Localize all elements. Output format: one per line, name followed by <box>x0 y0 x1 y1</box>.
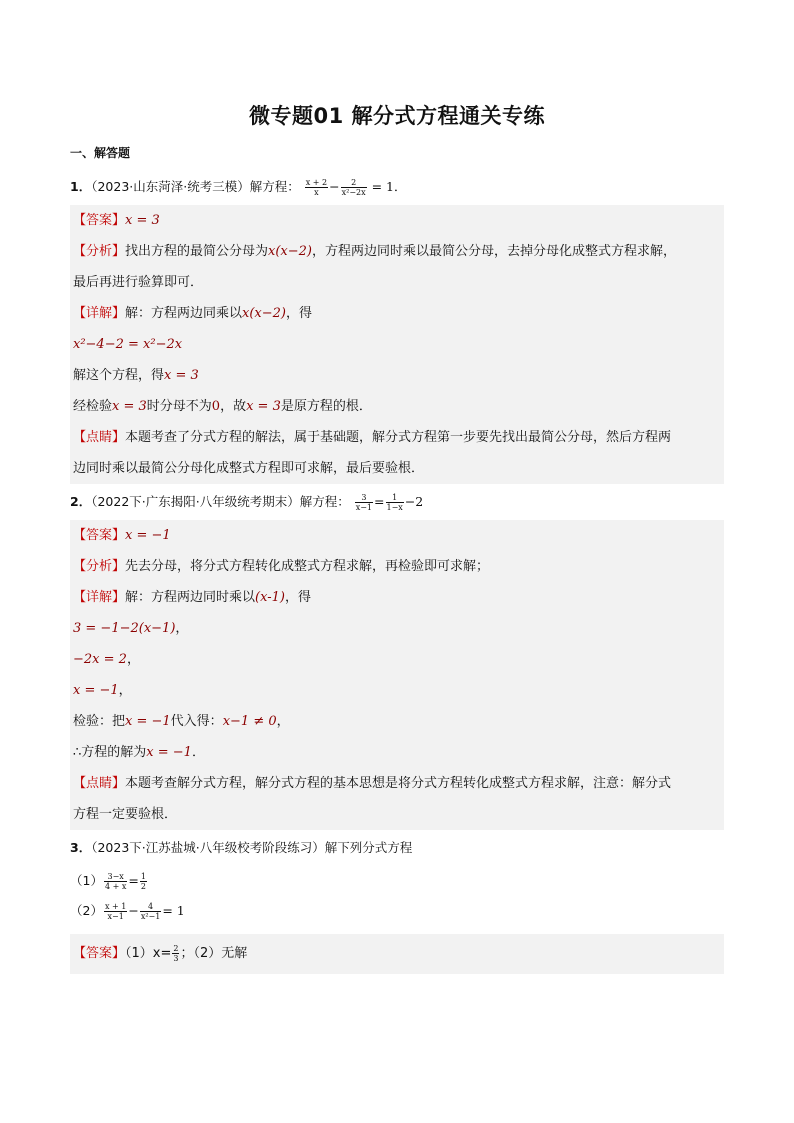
comment-row-cont: 边同时乘以最简公分母化成整式方程即可求解，最后要验根． <box>73 461 425 476</box>
fraction: $\frac{x + 2}{x}$ <box>305 178 328 197</box>
analysis-row-cont: 最后再进行验算即可． <box>73 275 204 290</box>
check-row: 检验：把x = −1代入得：x−1 ≠ 0， <box>73 714 290 729</box>
question-source: （2022下·广东揭阳·八年级统考期末）解方程： <box>91 494 350 509</box>
answer-row: 【答案】x = −1 <box>73 528 171 543</box>
question-source: （2023·山东菏泽·统考三模）解方程： <box>91 179 300 194</box>
fraction: $\frac{1}{1-x}$ <box>386 493 403 512</box>
fraction: $\frac{2}{3}$ <box>173 944 179 963</box>
step-row: 3 = −1−2(x−1)， <box>73 621 189 636</box>
question-number: 1 <box>70 179 79 194</box>
comment-row-cont: 方程一定要验根． <box>73 807 178 822</box>
fraction: $\frac{3-x}{4 + x}$ <box>104 872 127 891</box>
step-row: −2x = 2， <box>73 652 140 667</box>
step-row: x = −1， <box>73 683 132 698</box>
section-heading: 一、解答题 <box>70 146 131 160</box>
question-source: （2023下·江苏盐城·八年级校考阶段练习）解下列分式方程 <box>91 840 413 855</box>
step-row: 解这个方程，得x = 3 <box>73 368 199 383</box>
solution-box <box>70 934 724 974</box>
subquestion-1: （1） $\frac{3-x}{4 + x}$ = $\frac{1}{2}$ <box>70 872 146 891</box>
question-2: 2．（2022下·广东揭阳·八年级统考期末）解方程： $\frac{3}{x-1}$ = $\frac{1}{1-x}$ −2 <box>70 493 424 512</box>
solution-box <box>70 205 724 484</box>
document-page <box>70 100 724 974</box>
fraction: $\frac{3}{x-1}$ <box>355 493 373 512</box>
subquestion-2: （2） $\frac{x + 1}{x-1}$ − $\frac{4}{\text{x²−1}}$ = 1 <box>70 902 185 921</box>
page-title: 微专题01 解分式方程通关专练 <box>248 104 546 128</box>
fraction: $\frac{2}{\text{x²−2x}}$ <box>341 178 366 197</box>
step-row: x²−4−2 = x²−2x <box>73 337 183 352</box>
comment-row: 【点睛】本题考查了分式方程的解法，属于基础题，解分式方程第一步要先找出最简公分母，然后方程两 <box>73 430 672 445</box>
comment-row: 【点睛】本题考查解分式方程，解分式方程的基本思想是将分式方程转化成整式方程求解，注意：解分式 <box>73 776 672 791</box>
answer-row: 【答案】（1）x= $\frac{2}{3}$ ；（2）无解 <box>73 944 248 963</box>
fraction: $\frac{x + 1}{x-1}$ <box>104 902 127 921</box>
step-row: 经检验x = 3时分母不为0，故x = 3是原方程的根． <box>73 399 372 414</box>
question-3: 3．（2023下·江苏盐城·八年级校考阶段练习）解下列分式方程 <box>70 840 413 855</box>
conclusion-row: ∴方程的解为x = −1． <box>73 745 205 760</box>
answer-row: 【答案】x = 3 <box>73 213 160 228</box>
fraction: $\frac{1}{2}$ <box>140 872 146 891</box>
detail-row: 【详解】解：方程两边同时乘以(x-1)，得 <box>73 590 311 605</box>
analysis-row: 【分析】先去分母，将分式方程转化成整式方程求解，再检验即可求解； <box>73 559 490 574</box>
question-number: 3 <box>70 840 79 855</box>
analysis-row: 【分析】找出方程的最简公分母为x(x−2)，方程两边同时乘以最简公分母，去掉分母化成整式方程求解， <box>73 244 677 259</box>
fraction: $\frac{4}{\text{x²−1}}$ <box>140 902 161 921</box>
question-1: 1．（2023·山东菏泽·统考三模）解方程： $\frac{x + 2}{x}$ − $\frac{2}{\text{x²−2x}}$ = 1． <box>70 178 407 197</box>
question-number: 2 <box>70 494 79 509</box>
detail-row: 【详解】解：方程两边同乘以x(x−2)，得 <box>73 306 313 321</box>
solution-box <box>70 520 724 830</box>
